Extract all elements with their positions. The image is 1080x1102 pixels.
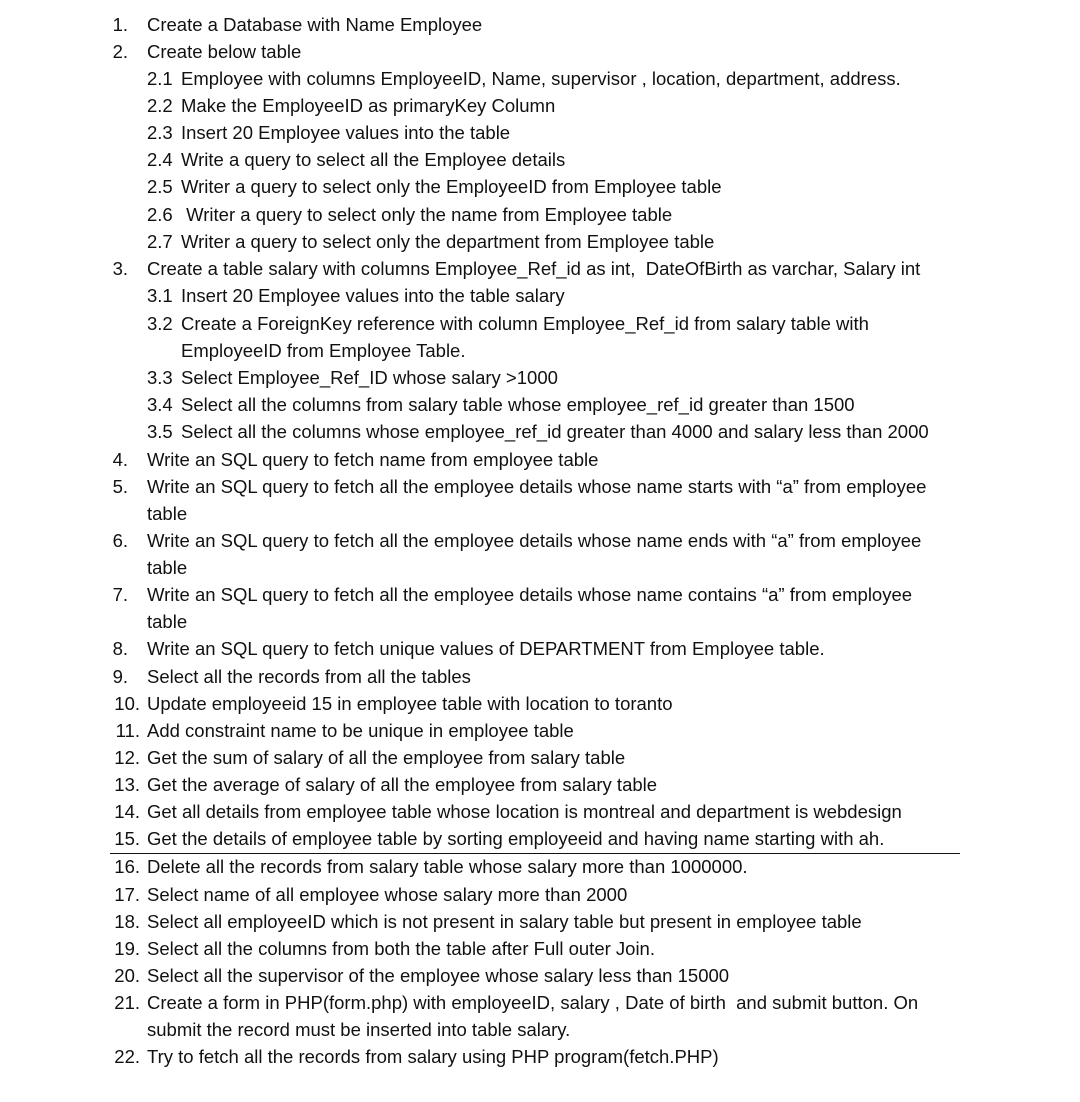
list-item [0,635,1080,662]
item-number: 10. [114,693,140,714]
item-number: 3.3 [147,367,173,388]
list-item [0,65,1080,92]
list-item [0,881,1080,908]
item-text: Create a ForeignKey reference with column Employee_Ref_id from salary table with [181,313,869,334]
item-text: Select all employeeID which is not present in salary table but present in employee table [147,911,862,932]
item-text: Select all the columns from both the table after Full outer Join. [147,938,655,959]
item-text: Create a form in PHP(form.php) with employeeID, salary , Date of birth and submit button. On [147,992,919,1013]
list-item [0,771,1080,798]
list-item-continuation [0,554,1080,581]
item-text: Get the average of salary of all the employee from salary table [147,774,658,795]
list-item [0,690,1080,717]
item-text: Write an SQL query to fetch all the employee details whose name starts with “a” from employee [147,476,927,497]
item-number: 4. [112,449,128,470]
item-text: Create a Database with Name Employee [147,14,483,35]
list-item [0,173,1080,200]
list-item [0,418,1080,445]
item-text: table [147,557,188,578]
item-number: 2.6 [147,204,173,225]
item-number: 21. [114,992,140,1013]
item-text: Select all the records from all the tables [147,666,471,687]
list-item [0,255,1080,282]
item-number: 2.5 [147,176,173,197]
list-item-continuation [0,1016,1080,1043]
list-item [0,717,1080,744]
item-text: Get the details of employee table by sorting employeeid and having name starting with ah. [147,828,885,849]
item-text: Writer a query to select only the name from Employee table [181,204,673,225]
item-text: Get all details from employee table whose location is montreal and department is webdesign [147,801,902,822]
item-number: 20. [114,965,140,986]
item-text: Get the sum of salary of all the employee from salary table [147,747,626,768]
item-text: Insert 20 Employee values into the table salary [181,285,565,306]
item-number: 13. [114,774,140,795]
item-number: 3.1 [147,285,173,306]
item-number: 8. [112,638,128,659]
item-text: table [147,503,188,524]
item-text: Write an SQL query to fetch unique values of DEPARTMENT from Employee table. [147,638,825,659]
list-item [0,282,1080,309]
list-item-continuation [0,500,1080,527]
item-text: Select Employee_Ref_ID whose salary >1000 [181,367,558,388]
item-text: Writer a query to select only the department from Employee table [181,231,715,252]
list-item [0,962,1080,989]
item-text: Write a query to select all the Employee details [181,149,566,170]
list-item [0,38,1080,65]
item-number: 14. [114,801,140,822]
list-item [0,989,1080,1016]
item-number: 16. [114,856,140,877]
item-number: 11. [115,720,140,741]
item-number: 19. [114,938,140,959]
list-item [0,11,1080,38]
item-number: 2. [112,41,128,62]
item-number: 1. [112,14,128,35]
item-text: Try to fetch all the records from salary using PHP program(fetch.PHP) [147,1046,719,1067]
item-number: 2.4 [147,149,173,170]
item-text: Select all the supervisor of the employee whose salary less than 15000 [147,965,730,986]
item-text: EmployeeID from Employee Table. [181,340,466,361]
list-item [0,935,1080,962]
item-number: 2.1 [147,68,173,89]
list-item [0,228,1080,255]
list-item [0,119,1080,146]
list-item [0,527,1080,554]
item-text: submit the record must be inserted into table salary. [147,1019,571,1040]
item-text: Select all the columns whose employee_ref_id greater than 4000 and salary less than 2000 [181,421,929,442]
list-item [0,798,1080,825]
list-item [0,581,1080,608]
list-item [0,310,1080,337]
item-number: 6. [112,530,128,551]
item-number: 2.3 [147,122,173,143]
item-number: 2.7 [147,231,173,252]
item-text: Write an SQL query to fetch all the employee details whose name ends with “a” from employee [147,530,922,551]
item-text: Write an SQL query to fetch name from employee table [147,449,599,470]
item-number: 3. [112,258,128,279]
list-item [0,92,1080,119]
item-text: Select all the columns from salary table whose employee_ref_id greater than 1500 [181,394,855,415]
item-text: Employee with columns EmployeeID, Name, supervisor , location, department, address. [181,68,901,89]
list-item [0,446,1080,473]
list-item [0,146,1080,173]
item-number: 22. [114,1046,140,1067]
list-item [0,853,1080,880]
item-number: 3.4 [147,394,173,415]
item-number: 9. [112,666,128,687]
item-number: 18. [114,911,140,932]
item-text: table [147,611,188,632]
item-text: Writer a query to select only the EmployeeID from Employee table [181,176,722,197]
item-number: 3.2 [147,313,173,334]
list-item [0,364,1080,391]
list-item [0,391,1080,418]
item-number: 12. [114,747,140,768]
list-item [0,744,1080,771]
item-number: 15. [114,828,140,849]
list-item [0,473,1080,500]
list-item [0,825,1080,852]
item-number: 5. [112,476,128,497]
item-number: 3.5 [147,421,173,442]
list-item [0,908,1080,935]
item-text: Delete all the records from salary table whose salary more than 1000000. [147,856,748,877]
item-number: 17. [114,884,140,905]
item-text: Create a table salary with columns Employee_Ref_id as int, DateOfBirth as varchar, Salary int [147,258,921,279]
item-text: Write an SQL query to fetch all the employee details whose name contains “a” from employee [147,584,913,605]
item-text: Create below table [147,41,302,62]
item-number: 2.2 [147,95,173,116]
list-item [0,663,1080,690]
item-text: Update employeeid 15 in employee table with location to toranto [147,693,673,714]
item-text: Select name of all employee whose salary more than 2000 [147,884,628,905]
list-item-continuation [0,608,1080,635]
item-text: Insert 20 Employee values into the table [181,122,511,143]
item-number: 7. [112,584,128,605]
list-item [0,1043,1080,1070]
list-item-continuation [0,337,1080,364]
item-text: Make the EmployeeID as primaryKey Column [181,95,556,116]
list-item [0,201,1080,228]
item-text: Add constraint name to be unique in employee table [147,720,574,741]
